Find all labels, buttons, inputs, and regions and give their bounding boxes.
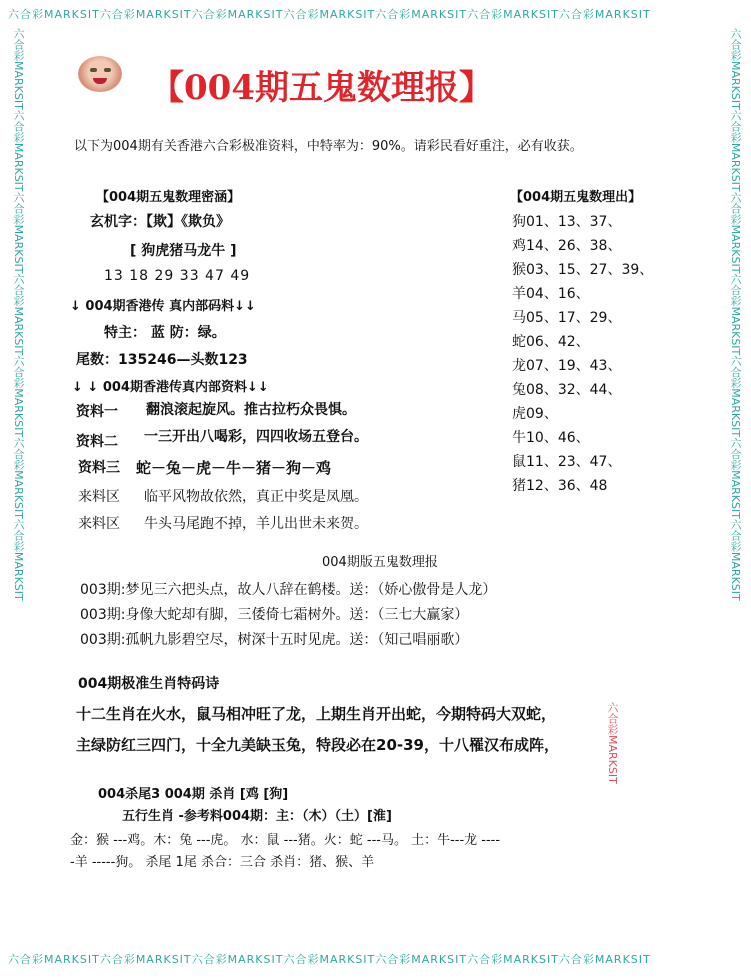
info1-text: 翻浪滚起旋风。推古拉朽众畏惧。 xyxy=(146,402,356,418)
list-item: 马05、17、29、 xyxy=(512,310,622,326)
face-logo-icon xyxy=(78,56,122,92)
secret-title: 【004期五鬼数理密涵】 xyxy=(96,190,241,205)
list-item: 兔08、32、44、 xyxy=(512,382,622,398)
page-title: 【004期五鬼数理报】 xyxy=(150,68,493,108)
list-item: 狗01、13、37、 xyxy=(512,214,622,230)
kill-line: 004杀尾3 004期 杀肖 [鸡 [狗] xyxy=(98,787,289,802)
tail-text: 尾数：135246—头数123 xyxy=(76,352,248,368)
list-item: 虎09、 xyxy=(512,406,558,422)
poem-title: 004期极准生肖特码诗 xyxy=(78,676,220,692)
list-item: 蛇06、42、 xyxy=(512,334,590,350)
border-watermark-left: 六合彩MARKSIT六合彩MARKSIT六合彩MARKSIT六合彩MARKSIT六合彩MARKSIT六合彩MARKSIT六合彩MARKSIT xyxy=(12,28,25,601)
list-item: 猴03、15、27、39、 xyxy=(512,262,654,278)
source1-label: 来料区 xyxy=(78,489,120,505)
elements-line-1: 金：猴 ---鸡。木：兔 ---虎。 水：鼠 ---猪。火：蛇 ---马。 土：牛---龙 ---- xyxy=(70,833,501,848)
hk-title: ↓ 004期香港传 真内部码料↓↓ xyxy=(70,299,256,314)
numbers-text: 13 18 29 33 47 49 xyxy=(104,268,251,284)
info2-label: 资料二 xyxy=(76,434,118,450)
source2-label: 来料区 xyxy=(78,516,120,532)
elements-line-2: -羊 -----狗。 杀尾 1尾 杀合：三合 杀肖：猪、猴、羊 xyxy=(70,855,375,870)
xuanji-text: 玄机字：【欺】《欺负》 xyxy=(90,214,230,230)
source2-text: 牛头马尾跑不掉，羊儿出世未来贺。 xyxy=(144,516,368,532)
source1-text: 临平风物故依然，真正中奖是凤凰。 xyxy=(144,489,368,505)
poem-line-1: 十二生肖在火水，鼠马相冲旺了龙，上期生肖开出蛇，今期特码大双蛇， xyxy=(76,705,557,723)
list-item: 鼠11、23、47、 xyxy=(512,454,622,470)
info1-label: 资料一 xyxy=(76,404,118,420)
list-item: 龙07、19、43、 xyxy=(512,358,622,374)
version-line: 003期:梦见三六把头点，故人八辞在鹤楼。送：（娇心傲骨是人龙） xyxy=(80,582,497,598)
list-item: 牛10、46、 xyxy=(512,430,590,446)
poem-line-2: 主绿防红三四门，十全九美缺玉兔，特段必在20-39，十八罹汉布成阵， xyxy=(76,736,559,754)
info2-text: 一三开出八喝彩，四四收场五登台。 xyxy=(144,429,368,445)
animals-text: [ 狗虎猪马龙牛 ] xyxy=(130,243,237,259)
number-list xyxy=(512,210,653,498)
red-stamp: 六合彩MARKSIT xyxy=(606,702,619,784)
version-line: 003期:孤帆九影碧空尽，树深十五时见虎。送：（知己唱丽歌） xyxy=(80,632,469,648)
version-line: 003期:身像大蛇却有脚，三倭倚七霜树外。送：（三七大赢家） xyxy=(80,607,469,623)
border-watermark-bottom: 六合彩MARKSIT六合彩MARKSIT六合彩MARKSIT六合彩MARKSIT六合彩MARKSIT六合彩MARKSIT六合彩MARKSIT xyxy=(8,953,651,966)
info3-label: 资料三 xyxy=(78,460,120,476)
list-item: 鸡14、26、38、 xyxy=(512,238,622,254)
right-title: 【004期五鬼数理出】 xyxy=(510,190,642,205)
wuxing-line: 五行生肖 -参考料004期：主：（木）（土）[淮] xyxy=(122,809,392,824)
version-title: 004期版五鬼数理报 xyxy=(322,555,438,570)
list-item: 羊04、16、 xyxy=(512,286,590,302)
info3-text: 蛇－兔－虎－牛－猪－狗－鸡 xyxy=(136,459,332,477)
intro-text: 以下为004期有关香港六合彩极准资料，中特率为：90%。请彩民看好重注，必有收获。 xyxy=(74,139,583,154)
border-watermark-top: 六合彩MARKSIT六合彩MARKSIT六合彩MARKSIT六合彩MARKSIT六合彩MARKSIT六合彩MARKSIT六合彩MARKSIT xyxy=(8,8,651,21)
list-item: 猪12、36、48 xyxy=(512,478,608,494)
hk-title-2: ↓ ↓ 004期香港传真内部资料↓↓ xyxy=(72,380,269,395)
special-text: 特主： 蓝 防：绿。 xyxy=(104,325,226,341)
border-watermark-right: 六合彩MARKSIT六合彩MARKSIT六合彩MARKSIT六合彩MARKSIT六合彩MARKSIT六合彩MARKSIT六合彩MARKSIT xyxy=(729,28,742,601)
